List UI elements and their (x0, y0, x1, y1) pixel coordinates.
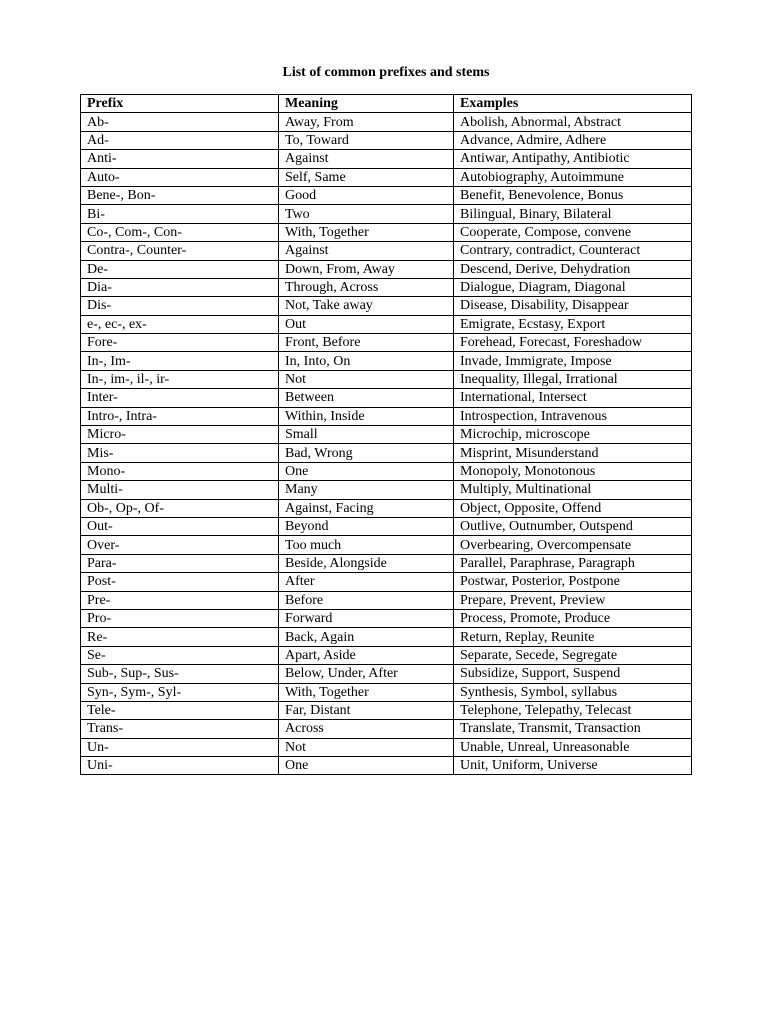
cell-prefix: Bi- (81, 205, 279, 223)
cell-meaning: Across (279, 720, 454, 738)
header-examples: Examples (454, 95, 692, 113)
prefix-table (80, 94, 692, 775)
cell-prefix: Bene-, Bon- (81, 186, 279, 204)
cell-examples: International, Intersect (454, 389, 692, 407)
cell-examples: Disease, Disability, Disappear (454, 297, 692, 315)
table-row (81, 260, 692, 278)
cell-prefix: Multi- (81, 481, 279, 499)
cell-meaning: Away, From (279, 113, 454, 131)
cell-prefix: Inter- (81, 389, 279, 407)
cell-prefix: Co-, Com-, Con- (81, 223, 279, 241)
cell-examples: Introspection, Intravenous (454, 407, 692, 425)
table-row (81, 738, 692, 756)
cell-meaning: Many (279, 481, 454, 499)
cell-examples: Contrary, contradict, Counteract (454, 242, 692, 260)
cell-meaning: To, Toward (279, 131, 454, 149)
table-row (81, 517, 692, 535)
table-row (81, 554, 692, 572)
cell-meaning: With, Together (279, 223, 454, 241)
cell-prefix: Dia- (81, 278, 279, 296)
table-row (81, 389, 692, 407)
cell-prefix: Post- (81, 573, 279, 591)
cell-prefix: In-, im-, il-, ir- (81, 370, 279, 388)
table-row (81, 573, 692, 591)
cell-meaning: Through, Across (279, 278, 454, 296)
cell-meaning: Far, Distant (279, 701, 454, 719)
cell-meaning: Against, Facing (279, 499, 454, 517)
cell-meaning: Between (279, 389, 454, 407)
cell-examples: Advance, Admire, Adhere (454, 131, 692, 149)
cell-examples: Microchip, microscope (454, 426, 692, 444)
cell-prefix: Uni- (81, 757, 279, 775)
table-row (81, 278, 692, 296)
cell-prefix: Tele- (81, 701, 279, 719)
cell-examples: Bilingual, Binary, Bilateral (454, 205, 692, 223)
cell-prefix: Ad- (81, 131, 279, 149)
cell-prefix: Out- (81, 517, 279, 535)
table-row (81, 223, 692, 241)
cell-meaning: One (279, 757, 454, 775)
cell-examples: Process, Promote, Produce (454, 609, 692, 627)
cell-prefix: De- (81, 260, 279, 278)
cell-prefix: Contra-, Counter- (81, 242, 279, 260)
cell-prefix: Pro- (81, 609, 279, 627)
cell-meaning: Beside, Alongside (279, 554, 454, 572)
cell-prefix: Un- (81, 738, 279, 756)
table-row (81, 536, 692, 554)
table-row (81, 370, 692, 388)
cell-examples: Return, Replay, Reunite (454, 628, 692, 646)
table-row (81, 444, 692, 462)
cell-meaning: With, Together (279, 683, 454, 701)
table-row (81, 757, 692, 775)
cell-meaning: Small (279, 426, 454, 444)
cell-examples: Outlive, Outnumber, Outspend (454, 517, 692, 535)
table-row (81, 609, 692, 627)
table-row (81, 407, 692, 425)
cell-meaning: Beyond (279, 517, 454, 535)
cell-examples: Translate, Transmit, Transaction (454, 720, 692, 738)
cell-examples: Forehead, Forecast, Foreshadow (454, 334, 692, 352)
cell-examples: Unit, Uniform, Universe (454, 757, 692, 775)
cell-prefix: Trans- (81, 720, 279, 738)
cell-prefix: Ob-, Op-, Of- (81, 499, 279, 517)
cell-meaning: Not (279, 738, 454, 756)
cell-prefix: In-, Im- (81, 352, 279, 370)
cell-examples: Separate, Secede, Segregate (454, 646, 692, 664)
cell-prefix: Micro- (81, 426, 279, 444)
cell-examples: Postwar, Posterior, Postpone (454, 573, 692, 591)
cell-prefix: Over- (81, 536, 279, 554)
cell-meaning: Apart, Aside (279, 646, 454, 664)
cell-meaning: Two (279, 205, 454, 223)
cell-examples: Multiply, Multinational (454, 481, 692, 499)
cell-meaning: Out (279, 315, 454, 333)
table-row (81, 131, 692, 149)
cell-examples: Abolish, Abnormal, Abstract (454, 113, 692, 131)
table-body (81, 113, 692, 775)
cell-meaning: Front, Before (279, 334, 454, 352)
cell-examples: Antiwar, Antipathy, Antibiotic (454, 150, 692, 168)
cell-prefix: Sub-, Sup-, Sus- (81, 665, 279, 683)
cell-meaning: Forward (279, 609, 454, 627)
table-row (81, 205, 692, 223)
cell-prefix: Anti- (81, 150, 279, 168)
table-row (81, 628, 692, 646)
table-row (81, 646, 692, 664)
table-row (81, 150, 692, 168)
table-row (81, 462, 692, 480)
cell-examples: Autobiography, Autoimmune (454, 168, 692, 186)
cell-examples: Cooperate, Compose, convene (454, 223, 692, 241)
cell-prefix: Pre- (81, 591, 279, 609)
table-row (81, 499, 692, 517)
table-row (81, 426, 692, 444)
cell-examples: Misprint, Misunderstand (454, 444, 692, 462)
cell-prefix: Dis- (81, 297, 279, 315)
cell-meaning: Back, Again (279, 628, 454, 646)
table-row (81, 683, 692, 701)
cell-meaning: One (279, 462, 454, 480)
cell-meaning: After (279, 573, 454, 591)
table-row (81, 315, 692, 333)
cell-meaning: Against (279, 242, 454, 260)
cell-meaning: Good (279, 186, 454, 204)
cell-examples: Emigrate, Ecstasy, Export (454, 315, 692, 333)
cell-examples: Subsidize, Support, Suspend (454, 665, 692, 683)
cell-prefix: Mis- (81, 444, 279, 462)
header-prefix: Prefix (81, 95, 279, 113)
cell-prefix: Intro-, Intra- (81, 407, 279, 425)
cell-examples: Monopoly, Monotonous (454, 462, 692, 480)
cell-examples: Telephone, Telepathy, Telecast (454, 701, 692, 719)
cell-prefix: Para- (81, 554, 279, 572)
table-row (81, 591, 692, 609)
cell-examples: Prepare, Prevent, Preview (454, 591, 692, 609)
table-row (81, 334, 692, 352)
cell-prefix: Fore- (81, 334, 279, 352)
cell-examples: Object, Opposite, Offend (454, 499, 692, 517)
cell-examples: Overbearing, Overcompensate (454, 536, 692, 554)
cell-examples: Unable, Unreal, Unreasonable (454, 738, 692, 756)
table-row (81, 665, 692, 683)
cell-examples: Synthesis, Symbol, syllabus (454, 683, 692, 701)
cell-meaning: Too much (279, 536, 454, 554)
table-row (81, 186, 692, 204)
cell-meaning: In, Into, On (279, 352, 454, 370)
table-row (81, 701, 692, 719)
table-row (81, 168, 692, 186)
cell-meaning: Not (279, 370, 454, 388)
cell-prefix: e-, ec-, ex- (81, 315, 279, 333)
cell-meaning: Below, Under, After (279, 665, 454, 683)
table-row (81, 297, 692, 315)
header-meaning: Meaning (279, 95, 454, 113)
cell-prefix: Re- (81, 628, 279, 646)
cell-examples: Invade, Immigrate, Impose (454, 352, 692, 370)
cell-examples: Benefit, Benevolence, Bonus (454, 186, 692, 204)
table-row (81, 481, 692, 499)
cell-prefix: Syn-, Sym-, Syl- (81, 683, 279, 701)
table-row (81, 113, 692, 131)
cell-meaning: Within, Inside (279, 407, 454, 425)
cell-meaning: Bad, Wrong (279, 444, 454, 462)
cell-prefix: Ab- (81, 113, 279, 131)
cell-meaning: Before (279, 591, 454, 609)
cell-examples: Descend, Derive, Dehydration (454, 260, 692, 278)
cell-meaning: Down, From, Away (279, 260, 454, 278)
cell-examples: Dialogue, Diagram, Diagonal (454, 278, 692, 296)
table-header-row (81, 95, 692, 113)
page-title: List of common prefixes and stems (282, 65, 490, 80)
cell-prefix: Mono- (81, 462, 279, 480)
cell-prefix: Se- (81, 646, 279, 664)
cell-meaning: Not, Take away (279, 297, 454, 315)
table-row (81, 720, 692, 738)
table-row (81, 242, 692, 260)
cell-prefix: Auto- (81, 168, 279, 186)
cell-examples: Parallel, Paraphrase, Paragraph (454, 554, 692, 572)
cell-meaning: Self, Same (279, 168, 454, 186)
table-row (81, 352, 692, 370)
cell-meaning: Against (279, 150, 454, 168)
cell-examples: Inequality, Illegal, Irrational (454, 370, 692, 388)
